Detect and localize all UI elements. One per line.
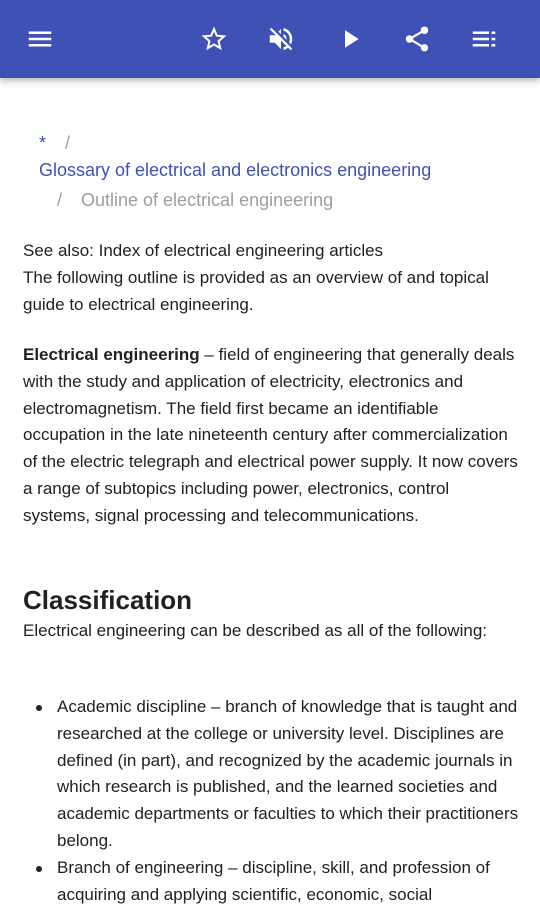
section-heading: Classification <box>23 585 193 615</box>
see-also-line <box>23 238 520 265</box>
playlist-icon <box>469 24 499 54</box>
play-icon <box>335 24 365 54</box>
see-also-link[interactable]: Index of electrical engineering articles <box>98 241 384 260</box>
classification-list <box>23 694 520 908</box>
list-item <box>23 694 520 855</box>
breadcrumb-separator: / <box>65 133 71 153</box>
definition-paragraph <box>23 342 520 530</box>
mute-icon <box>266 24 296 54</box>
intro-paragraph <box>23 238 520 318</box>
bullet-icon <box>36 866 42 872</box>
see-also-label: See also: <box>23 241 94 260</box>
list-item <box>23 855 520 908</box>
bullet-icon <box>36 705 42 711</box>
share-icon <box>402 24 432 54</box>
star-icon <box>199 24 229 54</box>
breadcrumb-separator: / <box>57 190 63 210</box>
definition-term: Electrical engineering <box>23 345 200 364</box>
list-item-text: Branch of engineering – discipline, skill, and profession of acquiring and applying scientific, economic, social <box>57 857 490 904</box>
section-intro: Electrical engineering can be described as all of the following: <box>23 621 487 640</box>
app-bar <box>0 0 540 78</box>
breadcrumb-current: Outline of electrical engineering <box>81 190 334 210</box>
list-item-text: Academic discipline – branch of knowledge that is taught and researched at the college or university level. Disciplines are defined (in part), and recognized by the academic journals in which research is published, and the learned societies and academic departments or faculties to which their practitioners belong. <box>57 697 519 850</box>
contents-button[interactable] <box>462 17 506 61</box>
intro-text: The following outline is provided as an overview of and topical guide to electrical engineering. <box>23 267 489 314</box>
breadcrumb-parent-link[interactable]: Glossary of electrical and electronics engineering <box>39 160 432 180</box>
menu-button[interactable] <box>18 17 62 61</box>
mute-button[interactable] <box>259 17 303 61</box>
favorite-button[interactable] <box>192 17 236 61</box>
definition-text: – field of engineering that generally deals with the study and application of electricity, electronics and electromagnetism. The field first became an identifiable occupation in the late nineteenth century after commercialization of the electric telegraph and electrical power supply. It now covers a range of subtopics including power, electronics, control systems, signal processing and telecommunications. <box>23 345 518 525</box>
menu-icon <box>25 24 55 54</box>
share-button[interactable] <box>395 17 439 61</box>
play-button[interactable] <box>328 17 372 61</box>
breadcrumb-root[interactable]: * <box>39 133 47 153</box>
